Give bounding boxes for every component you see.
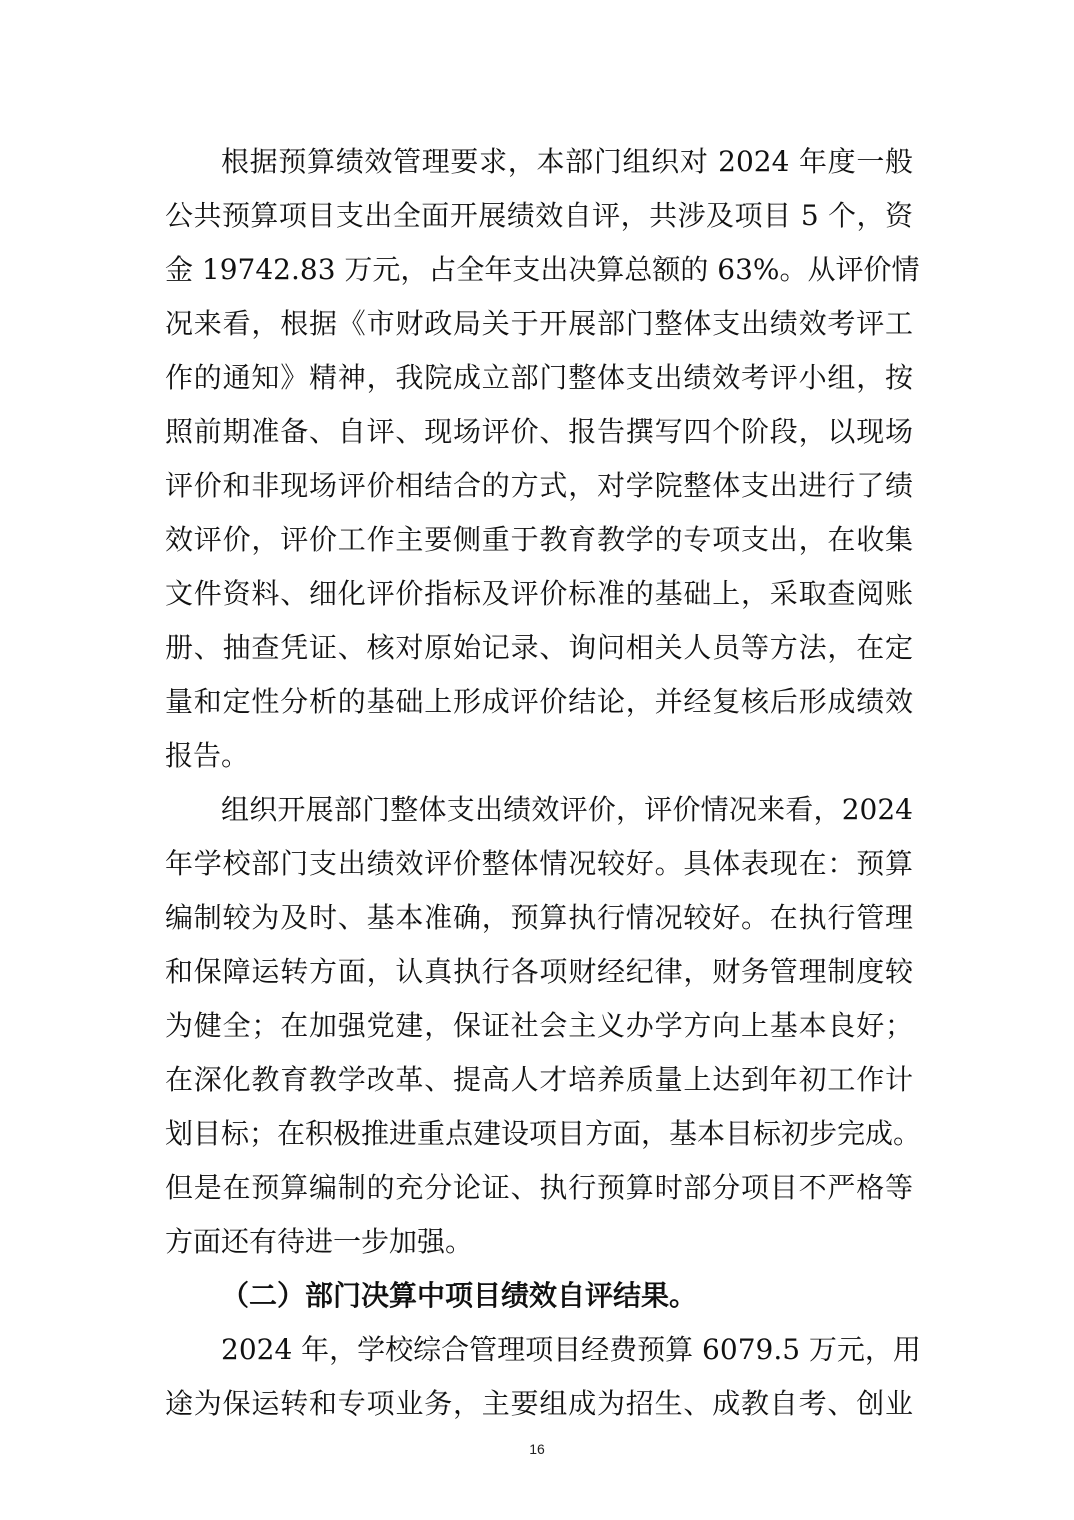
- text-line: 组织开展部门整体支出绩效评价，评价情况来看，2024: [221, 793, 913, 826]
- text-line: 评价和非现场评价相结合的方式，对学院整体支出进行了绩: [165, 469, 913, 502]
- text-line: 2024 年，学校综合管理项目经费预算 6079.5 万元，用: [221, 1333, 921, 1366]
- text-line: 效评价，评价工作主要侧重于教育教学的专项支出，在收集: [165, 523, 913, 556]
- text-line: 在深化教育教学改革、提高人才培养质量上达到年初工作计: [165, 1063, 913, 1096]
- text-line: 根据预算绩效管理要求，本部门组织对 2024 年度一般: [221, 145, 913, 178]
- text-line: 金 19742.83 万元，占全年支出决算总额的 63%。从评价情: [165, 253, 920, 286]
- text-line: 册、抽查凭证、核对原始记录、询问相关人员等方法，在定: [165, 631, 913, 664]
- page-number: 16: [529, 1441, 545, 1457]
- text-line: 况来看，根据《市财政局关于开展部门整体支出绩效考评工: [165, 307, 913, 340]
- text-line: 报告。: [165, 739, 250, 772]
- section-heading: （二）部门决算中项目绩效自评结果。: [221, 1279, 698, 1312]
- text-line: 编制较为及时、基本准确，预算执行情况较好。在执行管理: [165, 901, 913, 934]
- text-line: 途为保运转和专项业务，主要组成为招生、成教自考、创业: [165, 1387, 913, 1420]
- text-line: 划目标；在积极推进重点建设项目方面，基本目标初步完成。: [165, 1117, 922, 1150]
- text-line: 为健全；在加强党建，保证社会主义办学方向上基本良好；: [165, 1009, 913, 1042]
- text-line: 量和定性分析的基础上形成评价结论，并经复核后形成绩效: [165, 685, 913, 718]
- text-line: 作的通知》精神，我院成立部门整体支出绩效考评小组，按: [165, 361, 913, 394]
- text-line: 但是在预算编制的充分论证、执行预算时部分项目不严格等: [165, 1171, 913, 1204]
- text-line: 文件资料、细化评价指标及评价标准的基础上，采取查阅账: [165, 577, 913, 610]
- text-line: 年学校部门支出绩效评价整体情况较好。具体表现在：预算: [165, 847, 913, 880]
- text-line: 和保障运转方面，认真执行各项财经纪律，财务管理制度较: [165, 955, 913, 988]
- text-line: 照前期准备、自评、现场评价、报告撰写四个阶段，以现场: [165, 415, 913, 448]
- text-line: 公共预算项目支出全面开展绩效自评，共涉及项目 5 个，资: [165, 199, 913, 232]
- text-line: 方面还有待进一步加强。: [165, 1225, 474, 1258]
